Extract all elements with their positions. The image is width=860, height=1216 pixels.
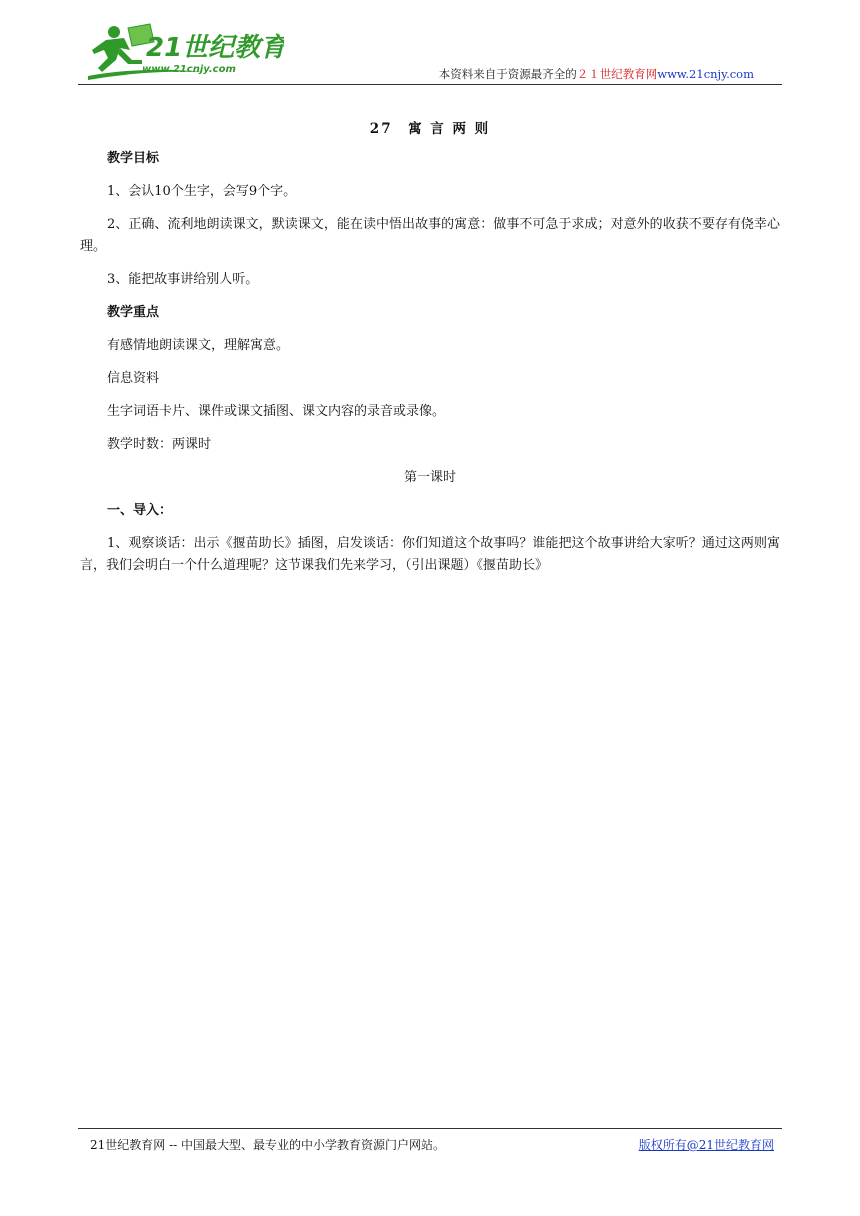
header-note bbox=[439, 66, 754, 82]
logo-url: www.21cnjy.com bbox=[142, 64, 236, 75]
header-divider bbox=[78, 84, 782, 85]
paragraph: 教学时数：两课时 bbox=[107, 437, 212, 452]
paragraph: 2、正确、流利地朗读课文，默读课文，能在读中悟出故事的寓意：做事不可急于求成；对意外的收获不要存有侥幸心理。 bbox=[80, 217, 780, 254]
section-heading-focus: 教学重点 bbox=[107, 305, 160, 320]
document-title: 27 寓 言 两 则 bbox=[369, 121, 491, 137]
paragraph: 有感情地朗读课文，理解寓意。 bbox=[107, 338, 290, 353]
section-heading-intro: 一、导入： bbox=[107, 503, 173, 518]
header-note-url[interactable]: www.21cnjy.com bbox=[657, 67, 754, 81]
paragraph: 生字词语卡片、课件或课文插图、课文内容的录音或录像。 bbox=[107, 404, 446, 419]
site-logo bbox=[84, 20, 284, 82]
logo-text: 21世纪教育 bbox=[146, 33, 284, 63]
section-heading-objectives: 教学目标 bbox=[107, 151, 160, 166]
paragraph: 1、会认10个生字，会写9个字。 bbox=[107, 184, 297, 199]
copyright-link[interactable]: 版权所有@21世纪教育网 bbox=[638, 1138, 774, 1152]
footer-divider bbox=[78, 1128, 782, 1129]
paragraph: 1、观察谈话：出示《揠苗助长》插图，启发谈话：你们知道这个故事吗？谁能把这个故事讲给大家听？通过这两则寓言，我们会明白一个什么道理呢？这节课我们先来学习，（引出课题）《揠苗助长》 bbox=[80, 536, 780, 573]
footer-text: 21世纪教育网 -- 中国最大型、最专业的中小学教育资源门户网站。 bbox=[90, 1138, 446, 1152]
header-note-prefix: 本资料来自于资源最齐全的 bbox=[438, 67, 577, 81]
lesson-heading: 第一课时 bbox=[403, 470, 456, 485]
section-heading-materials: 信息资料 bbox=[107, 371, 160, 386]
document-body bbox=[80, 118, 780, 588]
paragraph: 3、能把故事讲给别人听。 bbox=[107, 272, 259, 287]
header-note-site: ２１世纪教育网 bbox=[576, 67, 658, 81]
